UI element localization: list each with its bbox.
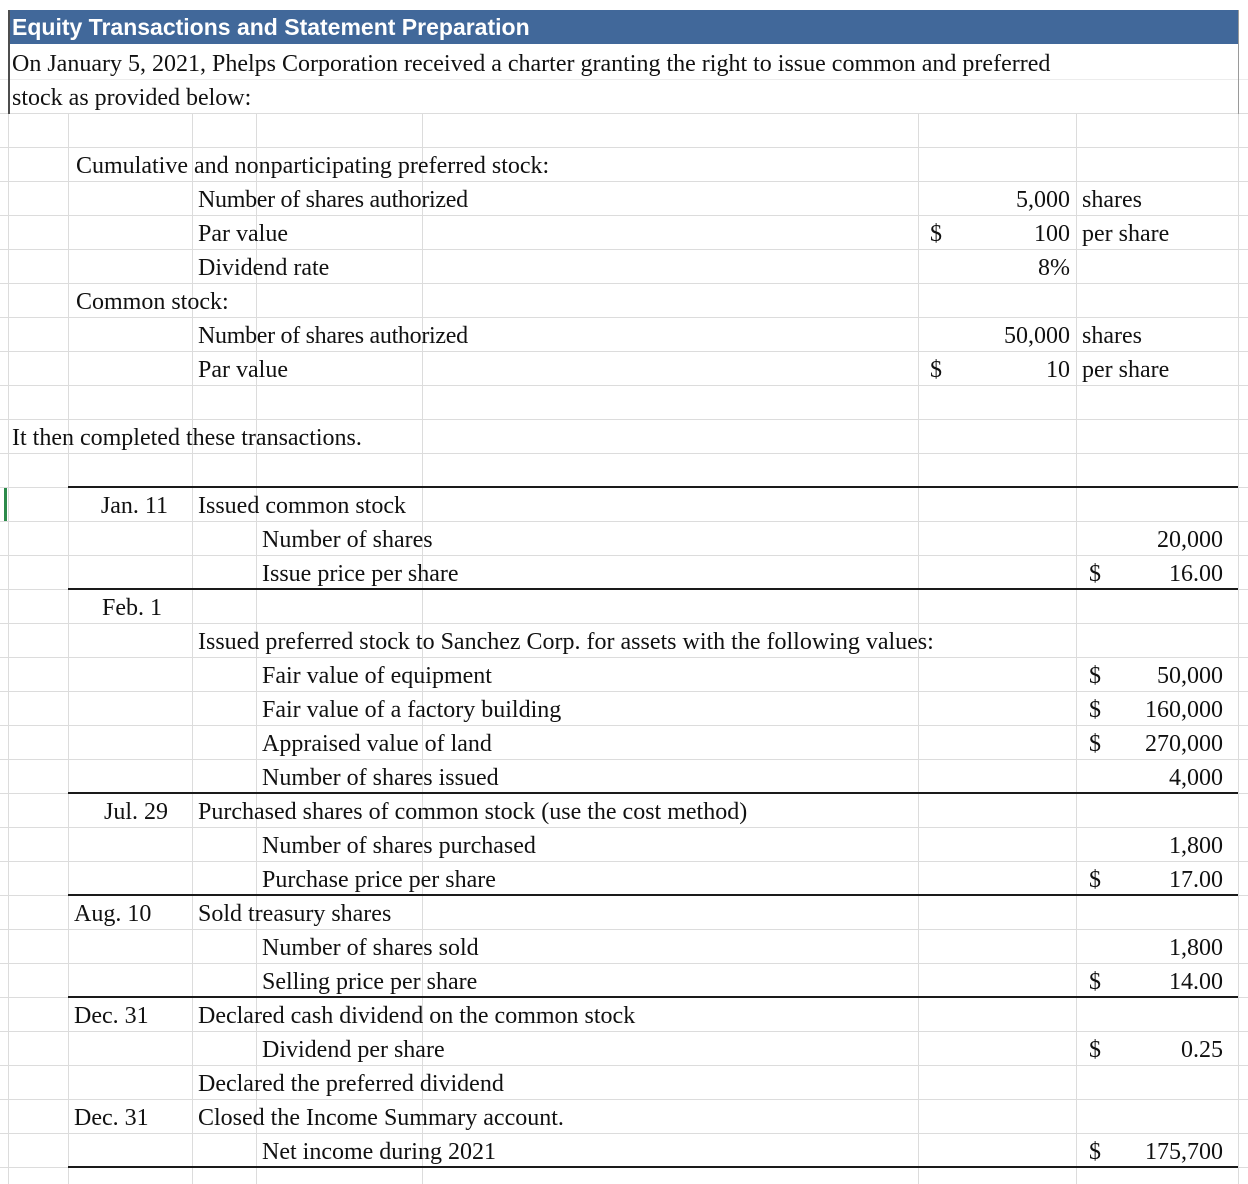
net-income-label: Net income during 2021 — [262, 1139, 496, 1165]
grid-row-line — [0, 963, 1248, 964]
date-jan11: Jan. 11 — [100, 493, 168, 519]
net-income-currency: $ — [1089, 1139, 1101, 1165]
aug10-shares-label: Number of shares sold — [262, 935, 479, 961]
jul29-shares-label: Number of shares purchased — [262, 833, 536, 859]
border-jan11-bottom — [68, 588, 1238, 590]
feb1-equipment-label: Fair value of equipment — [262, 663, 492, 689]
feb1-shares-value[interactable]: 4,000 — [1169, 765, 1223, 791]
common-par-currency: $ — [930, 357, 942, 383]
common-par-value-label: Par value — [198, 357, 288, 383]
common-shares-authorized-label: Number of shares authorized — [198, 323, 468, 349]
jul29-description: Purchased shares of common stock (use the cost method) — [198, 799, 748, 825]
date-dec31-close: Dec. 31 — [74, 1105, 149, 1131]
preferred-shares-unit: shares — [1082, 187, 1142, 213]
preferred-shares-authorized-value[interactable]: 5,000 — [1016, 187, 1070, 213]
grid-row-line — [0, 929, 1248, 930]
dec31-preferred-dividend-label: Declared the preferred dividend — [198, 1071, 504, 1097]
date-jul29: Jul. 29 — [103, 799, 168, 825]
border-feb1-bottom — [68, 792, 1238, 794]
grid-row-line — [0, 419, 1248, 420]
aug10-shares-value[interactable]: 1,800 — [1169, 935, 1223, 961]
grid-row-line — [0, 1099, 1248, 1100]
aug10-description: Sold treasury shares — [198, 901, 392, 927]
border-jul29-bottom — [68, 894, 1238, 896]
feb1-building-value[interactable]: 160,000 — [1145, 697, 1223, 723]
frame-left-border — [8, 10, 10, 114]
grid-column-line — [1238, 113, 1239, 1184]
sheet-title: Equity Transactions and Statement Preparation — [12, 14, 530, 40]
border-aug10-bottom — [68, 996, 1238, 998]
common-par-unit: per share — [1082, 357, 1170, 383]
jan11-description: Issued common stock — [198, 493, 406, 519]
jan11-shares-value[interactable]: 20,000 — [1157, 527, 1223, 553]
frame-right-border — [1238, 10, 1239, 114]
date-dec31-dividend: Dec. 31 — [74, 1003, 149, 1029]
net-income-value[interactable]: 175,700 — [1145, 1139, 1223, 1165]
preferred-par-currency: $ — [930, 221, 942, 247]
active-row-marker — [4, 488, 7, 521]
border-jan11-top — [68, 486, 1238, 488]
intro-line-2: stock as provided below: — [12, 85, 252, 111]
dec31-close-description: Closed the Income Summary account. — [198, 1105, 564, 1131]
feb1-equipment-value[interactable]: 50,000 — [1157, 663, 1223, 689]
date-aug10: Aug. 10 — [74, 901, 152, 927]
grid-row-line — [0, 623, 1248, 624]
dec31-dividend-value[interactable]: 0.25 — [1181, 1037, 1223, 1063]
border-dec31-bottom — [68, 1166, 1238, 1168]
aug10-price-label: Selling price per share — [262, 969, 478, 995]
common-shares-authorized-value[interactable]: 50,000 — [1004, 323, 1070, 349]
aug10-price-currency: $ — [1089, 969, 1101, 995]
date-feb1: Feb. 1 — [102, 595, 162, 621]
jan11-price-value[interactable]: 16.00 — [1169, 561, 1223, 587]
grid-row-line — [0, 759, 1248, 760]
aug10-price-value[interactable]: 14.00 — [1169, 969, 1223, 995]
feb1-land-value[interactable]: 270,000 — [1145, 731, 1223, 757]
dividend-rate-label: Dividend rate — [198, 255, 330, 281]
jan11-price-label: Issue price per share — [262, 561, 459, 587]
jul29-price-value[interactable]: 17.00 — [1169, 867, 1223, 893]
jan11-price-currency: $ — [1089, 561, 1101, 587]
intro-line-1: On January 5, 2021, Phelps Corporation received a charter granting the right to issue common and preferred — [12, 51, 1051, 77]
feb1-shares-label: Number of shares issued — [262, 765, 499, 791]
feb1-land-currency: $ — [1089, 731, 1101, 757]
common-shares-unit: shares — [1082, 323, 1142, 349]
dec31-dividend-currency: $ — [1089, 1037, 1101, 1063]
grid-row-line — [0, 725, 1248, 726]
feb1-building-label: Fair value of a factory building — [262, 697, 562, 723]
jan11-shares-label: Number of shares — [262, 527, 433, 553]
common-par-value[interactable]: 10 — [1046, 357, 1070, 383]
grid-row-line — [0, 1065, 1248, 1066]
grid-row-line — [0, 555, 1248, 556]
grid-row-line — [0, 147, 1248, 148]
jul29-shares-value[interactable]: 1,800 — [1169, 833, 1223, 859]
preferred-par-unit: per share — [1082, 221, 1170, 247]
grid-column-line — [68, 113, 69, 1184]
feb1-description: Issued preferred stock to Sanchez Corp. for assets with the following values: — [198, 629, 934, 655]
grid-row-line — [0, 691, 1248, 692]
dividend-rate-value[interactable]: 8% — [1038, 255, 1070, 281]
grid-column-line — [192, 113, 193, 1184]
preferred-par-value-label: Par value — [198, 221, 288, 247]
dec31-dividend-label: Dividend per share — [262, 1037, 445, 1063]
feb1-land-label: Appraised value of land — [262, 731, 492, 757]
grid-row-line — [0, 861, 1248, 862]
grid-row-line — [0, 521, 1248, 522]
preferred-par-value[interactable]: 100 — [1034, 221, 1070, 247]
preferred-stock-heading: Cumulative and nonparticipating preferred stock: — [76, 153, 550, 179]
jul29-price-label: Purchase price per share — [262, 867, 496, 893]
feb1-equipment-currency: $ — [1089, 663, 1101, 689]
preferred-shares-authorized-label: Number of shares authorized — [198, 187, 468, 213]
grid-column-line — [8, 113, 9, 1184]
dec31-dividend-description: Declared cash dividend on the common stock — [198, 1003, 636, 1029]
transactions-intro: It then completed these transactions. — [12, 425, 362, 451]
feb1-building-currency: $ — [1089, 697, 1101, 723]
jul29-price-currency: $ — [1089, 867, 1101, 893]
grid-column-line — [1076, 113, 1077, 1184]
common-stock-heading: Common stock: — [76, 289, 229, 315]
grid-row-line — [0, 1133, 1248, 1134]
